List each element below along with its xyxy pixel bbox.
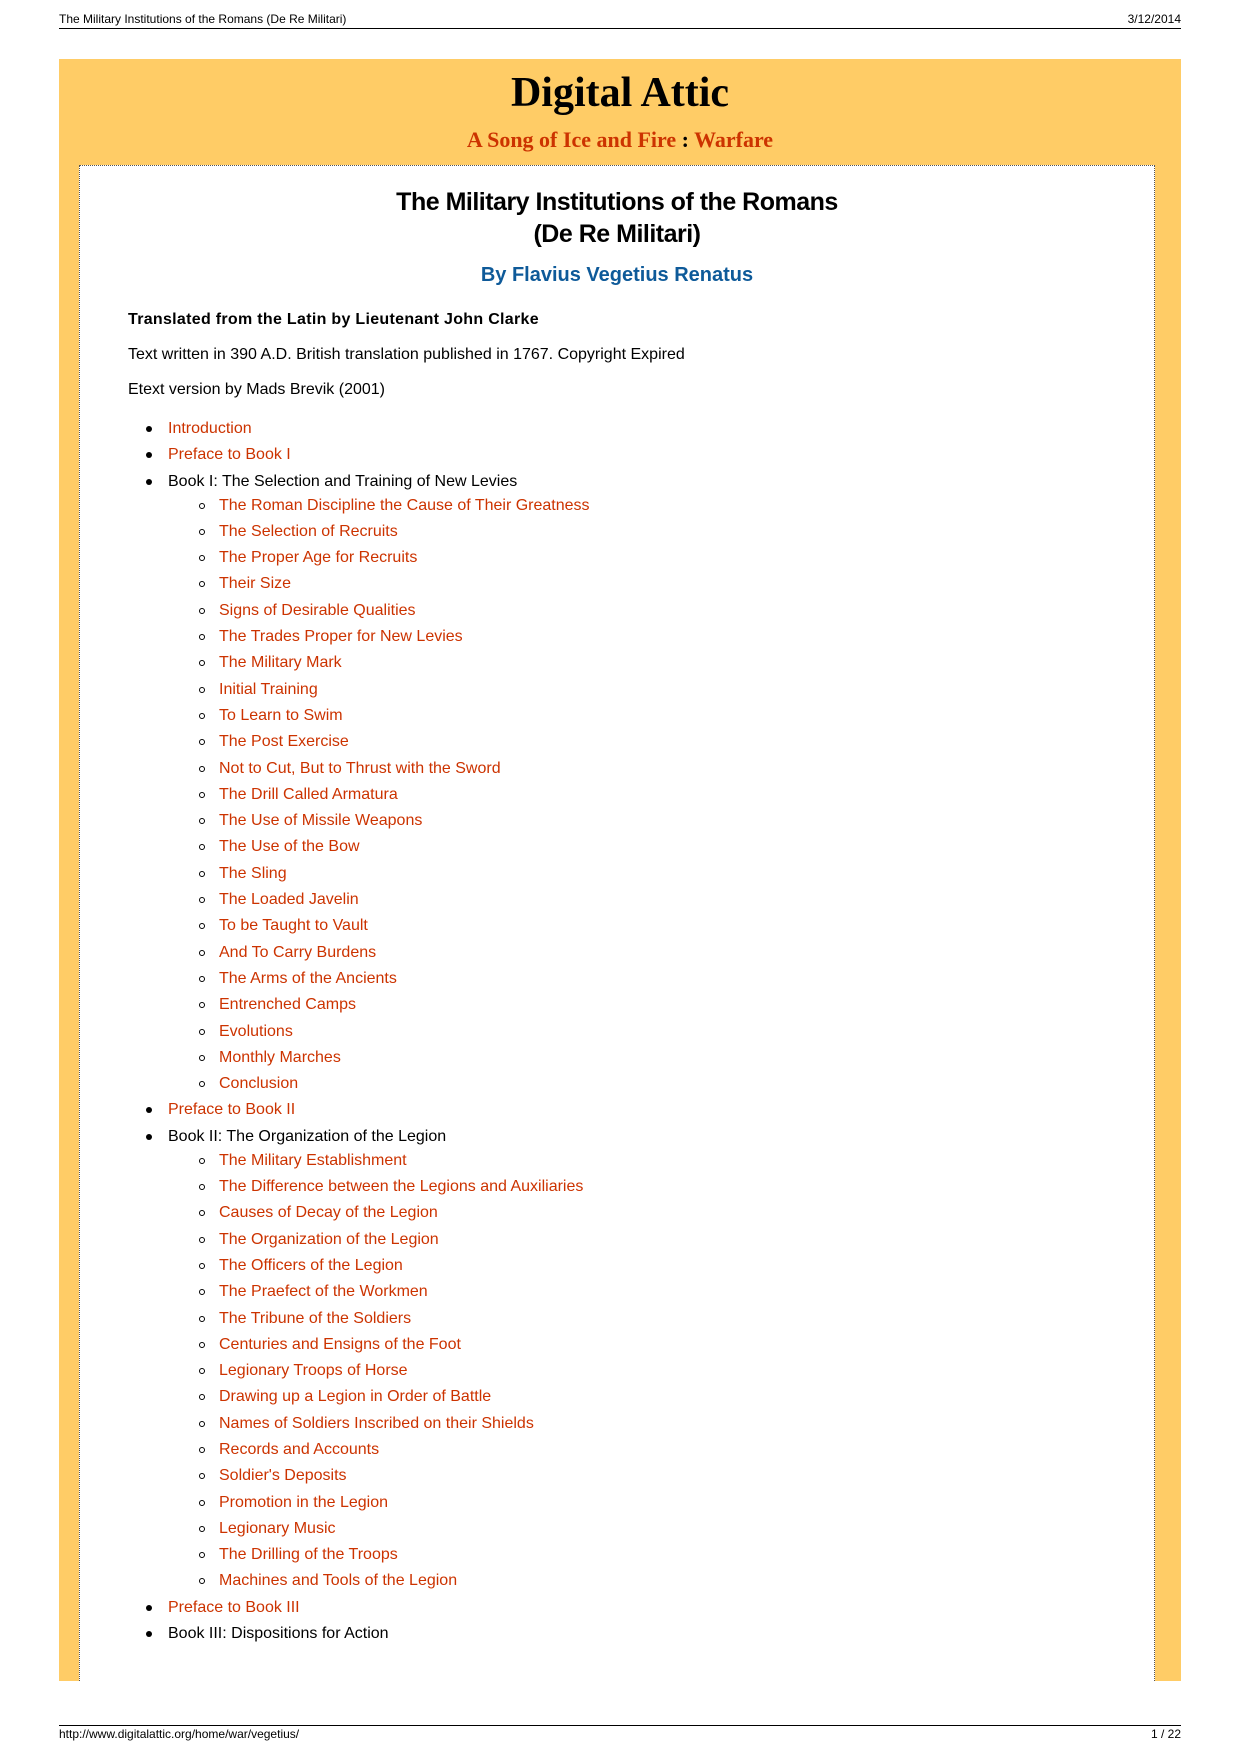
chapter-list-item — [168, 1492, 590, 1513]
chapter-list-item — [168, 1073, 590, 1094]
chapter-list-item — [168, 1021, 590, 1042]
chapter-list-item — [168, 942, 590, 963]
chapter-link[interactable]: Machines and Tools of the Legion — [219, 1572, 458, 1590]
page-title-line1: The Military Institutions of the Romans — [396, 188, 838, 216]
chapter-list-item — [168, 784, 590, 805]
chapter-link[interactable]: The Use of the Bow — [219, 838, 360, 856]
chapter-list-item — [168, 1334, 590, 1355]
site-title: Digital Attic — [510, 70, 730, 116]
book-3-title: Book III: Dispositions for Action — [168, 1625, 389, 1643]
chapter-list-item — [168, 1386, 590, 1407]
chapter-link[interactable]: The Selection of Recruits — [219, 522, 398, 540]
chapter-link[interactable]: To Learn to Swim — [219, 706, 343, 724]
breadcrumb-link-warfare[interactable]: Warfare — [694, 127, 774, 152]
chapter-link[interactable]: Soldier's Deposits — [219, 1467, 347, 1485]
chapter-list-item — [168, 1202, 590, 1223]
toc-item-preface-2 — [141, 1099, 590, 1120]
chapter-list-item — [168, 600, 590, 621]
breadcrumb-separator: : — [681, 127, 689, 152]
chapter-link[interactable]: The Officers of the Legion — [219, 1256, 403, 1274]
chapter-link[interactable]: The Military Establishment — [219, 1151, 407, 1169]
chapter-link[interactable]: Promotion in the Legion — [219, 1493, 388, 1511]
book-1-chapter-list — [168, 495, 590, 1095]
print-footer — [59, 1725, 1181, 1742]
toc-item-introduction — [141, 418, 590, 439]
chapter-link[interactable]: The Organization of the Legion — [219, 1230, 439, 1248]
chapter-list-item — [168, 1518, 590, 1539]
print-header-date: 3/12/2014 — [1127, 12, 1181, 26]
chapter-list-item — [168, 836, 590, 857]
print-header — [59, 12, 1181, 29]
print-header-title: The Military Institutions of the Romans (De Re Militari) — [59, 12, 347, 26]
chapter-link[interactable]: The Military Mark — [219, 654, 342, 672]
author-byline: By Flavius Vegetius Renatus — [480, 264, 754, 286]
chapter-link[interactable]: The Tribune of the Soldiers — [219, 1309, 412, 1327]
chapter-link[interactable]: Names of Soldiers Inscribed on their Shields — [219, 1414, 534, 1432]
toc-item-book-1 — [141, 471, 590, 1095]
chapter-link[interactable]: The Roman Discipline the Cause of Their Greatness — [219, 496, 590, 514]
chapter-link[interactable]: The Praefect of the Workmen — [219, 1283, 428, 1301]
chapter-link[interactable]: The Trades Proper for New Levies — [219, 628, 463, 646]
chapter-link[interactable]: Entrenched Camps — [219, 996, 356, 1014]
chapter-list-item — [168, 1176, 590, 1197]
translator-credit: Translated from the Latin by Lieutenant John Clarke — [128, 311, 539, 328]
chapter-list-item — [168, 1047, 590, 1068]
toc-link-preface-1[interactable]: Preface to Book I — [168, 446, 291, 464]
chapter-link[interactable]: The Post Exercise — [219, 733, 349, 751]
chapter-list-item — [168, 758, 590, 779]
chapter-list-item — [168, 915, 590, 936]
toc-item-book-2 — [141, 1126, 590, 1592]
chapter-link[interactable]: Evolutions — [219, 1022, 293, 1040]
chapter-list-item — [168, 1150, 590, 1171]
chapter-list-item — [168, 573, 590, 594]
chapter-link[interactable]: And To Carry Burdens — [219, 943, 377, 961]
chapter-list-item — [168, 1308, 590, 1329]
chapter-link[interactable]: Signs of Desirable Qualities — [219, 601, 416, 619]
chapter-list-item — [168, 495, 590, 516]
toc-item-book-3 — [141, 1623, 590, 1644]
chapter-link[interactable]: The Difference between the Legions and Auxiliaries — [219, 1178, 584, 1196]
chapter-list-item — [168, 1255, 590, 1276]
toc-item-preface-1 — [141, 444, 590, 465]
chapter-link[interactable]: Not to Cut, But to Thrust with the Sword — [219, 759, 501, 777]
chapter-link[interactable]: The Sling — [219, 864, 287, 882]
page-title — [80, 186, 1154, 250]
breadcrumb-link-asoiaf[interactable]: A Song of Ice and Fire — [466, 127, 677, 152]
content-box — [79, 165, 1155, 1681]
chapter-link[interactable]: Causes of Decay of the Legion — [219, 1204, 438, 1222]
chapter-link[interactable]: Initial Training — [219, 680, 318, 698]
chapter-list-item — [168, 547, 590, 568]
etext-credit: Etext version by Mads Brevik (2001) — [128, 381, 385, 398]
chapter-list-item — [168, 679, 590, 700]
chapter-list-item — [168, 889, 590, 910]
chapter-list-item — [168, 863, 590, 884]
book-1-title: Book I: The Selection and Training of New Levies — [168, 472, 518, 490]
chapter-list-item — [168, 1229, 590, 1250]
chapter-list-item — [168, 731, 590, 752]
chapter-link[interactable]: Monthly Marches — [219, 1048, 341, 1066]
table-of-contents — [141, 418, 590, 1649]
chapter-link[interactable]: The Arms of the Ancients — [219, 969, 397, 987]
chapter-list-item — [168, 652, 590, 673]
chapter-list-item — [168, 994, 590, 1015]
chapter-link[interactable]: Centuries and Ensigns of the Foot — [219, 1335, 461, 1353]
chapter-list-item — [168, 626, 590, 647]
chapter-link[interactable]: Conclusion — [219, 1075, 299, 1093]
chapter-list-item — [168, 705, 590, 726]
text-info: Text written in 390 A.D. British translation published in 1767. Copyright Expired — [128, 346, 685, 363]
chapter-list-item — [168, 810, 590, 831]
chapter-link[interactable]: The Use of Missile Weapons — [219, 812, 423, 830]
chapter-link[interactable]: The Drilling of the Troops — [219, 1546, 398, 1564]
book-2-title: Book II: The Organization of the Legion — [168, 1127, 447, 1145]
breadcrumb — [59, 126, 1181, 154]
chapter-link[interactable]: To be Taught to Vault — [219, 917, 368, 935]
chapter-link[interactable]: Records and Accounts — [219, 1440, 380, 1458]
toc-link-preface-3[interactable]: Preface to Book III — [168, 1598, 300, 1616]
page-title-line2: (De Re Militari) — [533, 220, 701, 248]
toc-link-introduction[interactable]: Introduction — [168, 420, 252, 437]
print-footer-page: 1 / 22 — [1150, 1727, 1181, 1741]
chapter-link[interactable]: The Proper Age for Recruits — [219, 549, 418, 567]
chapter-link[interactable]: Drawing up a Legion in Order of Battle — [219, 1388, 492, 1406]
chapter-link[interactable]: Their Size — [219, 575, 292, 593]
chapter-list-item — [168, 1439, 590, 1460]
chapter-list-item — [168, 521, 590, 542]
chapter-list-item — [168, 1413, 590, 1434]
print-footer-url: http://www.digitalattic.org/home/war/vegetius/ — [59, 1727, 300, 1741]
toc-link-preface-2[interactable]: Preface to Book II — [168, 1101, 296, 1119]
book-2-chapter-list — [168, 1150, 590, 1592]
chapter-list-item — [168, 1465, 590, 1486]
chapter-link[interactable]: The Loaded Javelin — [219, 891, 359, 909]
chapter-list-item — [168, 1570, 590, 1591]
site-frame — [59, 59, 1181, 1681]
chapter-list-item — [168, 1360, 590, 1381]
toc-item-preface-3 — [141, 1597, 590, 1618]
chapter-link[interactable]: Legionary Music — [219, 1519, 336, 1537]
chapter-link[interactable]: Legionary Troops of Horse — [219, 1362, 408, 1380]
chapter-list-item — [168, 1544, 590, 1565]
chapter-list-item — [168, 1281, 590, 1302]
chapter-list-item — [168, 968, 590, 989]
chapter-link[interactable]: The Drill Called Armatura — [219, 785, 398, 803]
